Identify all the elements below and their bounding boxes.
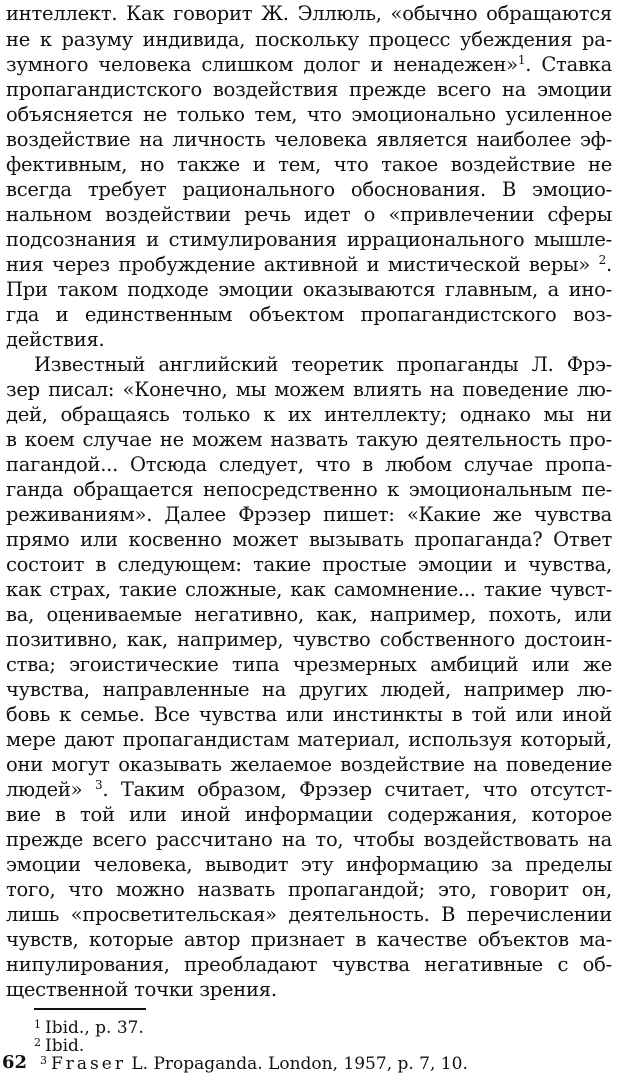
text-line: как страх, такие сложные, как самомнение... такие чувст- bbox=[6, 578, 612, 601]
text-line: ва, оцениваемые негативно, как, например, похоть, или bbox=[6, 603, 612, 626]
text-line: чувств, которые автор признает в качестве объектов ма- bbox=[6, 928, 612, 951]
text-line: ния через пробуждение активной и мистической веры» $^2$. bbox=[6, 253, 612, 276]
text-line: чувства, направленные на других людей, например лю- bbox=[6, 678, 612, 701]
footnote-text: L. Propaganda. London, 1957, p. 7, 10. bbox=[125, 1054, 468, 1074]
text-line: объясняется не только тем, что эмоционально усиленное bbox=[6, 103, 612, 126]
text-line: зумного человека слишком долог и ненадежен»$^1$. Ставка bbox=[6, 53, 612, 76]
text-line: прежде всего рассчитано на то, чтобы воздействовать на bbox=[6, 828, 612, 851]
text-line: бовь к семье. Все чувства или инстинкты в той или иной bbox=[6, 703, 612, 726]
text-line: всегда требует рационального обоснования. В эмоцио- bbox=[6, 178, 612, 201]
footnote-author: Fraser bbox=[51, 1054, 126, 1074]
footnote-number: 3 bbox=[40, 1054, 47, 1067]
text-line: позитивно, как, например, чувство собственного достоин- bbox=[6, 628, 612, 651]
text-line: в коем случае не можем назвать такую деятельность про- bbox=[6, 428, 612, 451]
text-line: того, что можно назвать пропагандой; это, говорит он, bbox=[6, 878, 612, 901]
text-fragment: зумного человека слишком долог и ненадежен» bbox=[6, 53, 518, 76]
text-line: ства; эгоистические типа чрезмерных амбиций или же bbox=[6, 653, 612, 676]
footnote-ref: 1 bbox=[517, 53, 526, 67]
footnote-number: 1 bbox=[34, 1018, 41, 1031]
text-fragment: людей» bbox=[6, 778, 83, 801]
text-line: зер писал: «Конечно, мы можем влиять на поведение лю- bbox=[6, 378, 612, 401]
footnote-number: 2 bbox=[34, 1036, 41, 1049]
text-line: дей, обращаясь только к их интеллекту; однако мы ни bbox=[6, 403, 612, 426]
text-line: состоит в следующем: такие простые эмоции и чувства, bbox=[6, 553, 612, 576]
text-line: действия. bbox=[6, 328, 105, 351]
text-line: пропагандистского воздействия прежде всего на эмоции bbox=[6, 78, 612, 101]
footnote-text: Ibid., p. 37. bbox=[45, 1018, 144, 1038]
text-fragment: Ставка bbox=[541, 53, 612, 76]
text-line: нипулирования, преобладают чувства негативные с об- bbox=[6, 953, 612, 976]
text-line: подсознания и стимулирования иррационального мышле- bbox=[6, 228, 612, 251]
page-number: 62 bbox=[2, 1052, 28, 1073]
text-fragment: . Таким образом, Фрэзер считает, что отсутст- bbox=[102, 778, 612, 801]
text-line: воздействие на личность человека является наиболее эф- bbox=[6, 128, 612, 151]
text-line: вие в той или иной информации содержания, которое bbox=[6, 803, 612, 826]
footnote-divider bbox=[34, 1008, 146, 1010]
text-line: нальном воздействии речь идет о «привлечении сферы bbox=[6, 203, 612, 226]
text-line: пагандой... Отсюда следует, что в любом случае пропа- bbox=[6, 453, 612, 476]
text-line: гда и единственным объектом пропагандистского воз- bbox=[6, 303, 612, 326]
text-line: лишь «просветительская» деятельность. В перечислении bbox=[6, 903, 612, 926]
text-line: мере дают пропагандистам материал, используя который, bbox=[6, 728, 612, 751]
footnote-ref: 2 bbox=[598, 253, 607, 267]
text-line: ганда обращается непосредственно к эмоциональным пе- bbox=[6, 478, 612, 501]
text-line: реживаниям». Далее Фрэзер пишет: «Какие же чувства bbox=[6, 503, 612, 526]
footnote-ref: 3 bbox=[94, 778, 103, 792]
text-line: не к разуму индивида, поскольку процесс убеждения ра- bbox=[6, 28, 612, 51]
text-line bbox=[6, 778, 612, 802]
text-line: Известный английский теоретик пропаганды Л. Фрэ- bbox=[34, 353, 612, 376]
text-line: При таком подходе эмоции оказываются главным, а ино- bbox=[6, 278, 612, 301]
text-line: прямо или косвенно может вызывать пропаганда? Ответ bbox=[6, 528, 612, 551]
text-line: они могут оказывать желаемое воздействие на поведение bbox=[6, 753, 612, 776]
text-line: интеллект. Как говорит Ж. Эллюль, «обычно обращаются bbox=[6, 2, 612, 25]
footnote-text: Ibid. bbox=[45, 1036, 85, 1056]
text-line: фективным, но также и тем, что такое воздействие не bbox=[6, 153, 612, 176]
text-line: щественной точки зрения. bbox=[6, 978, 277, 1001]
text-fragment: ния через пробуждение активной и мистической веры» bbox=[6, 253, 591, 276]
text-line: эмоции человека, выводит эту информацию за пределы bbox=[6, 853, 612, 876]
footnote-3 bbox=[40, 1051, 468, 1074]
